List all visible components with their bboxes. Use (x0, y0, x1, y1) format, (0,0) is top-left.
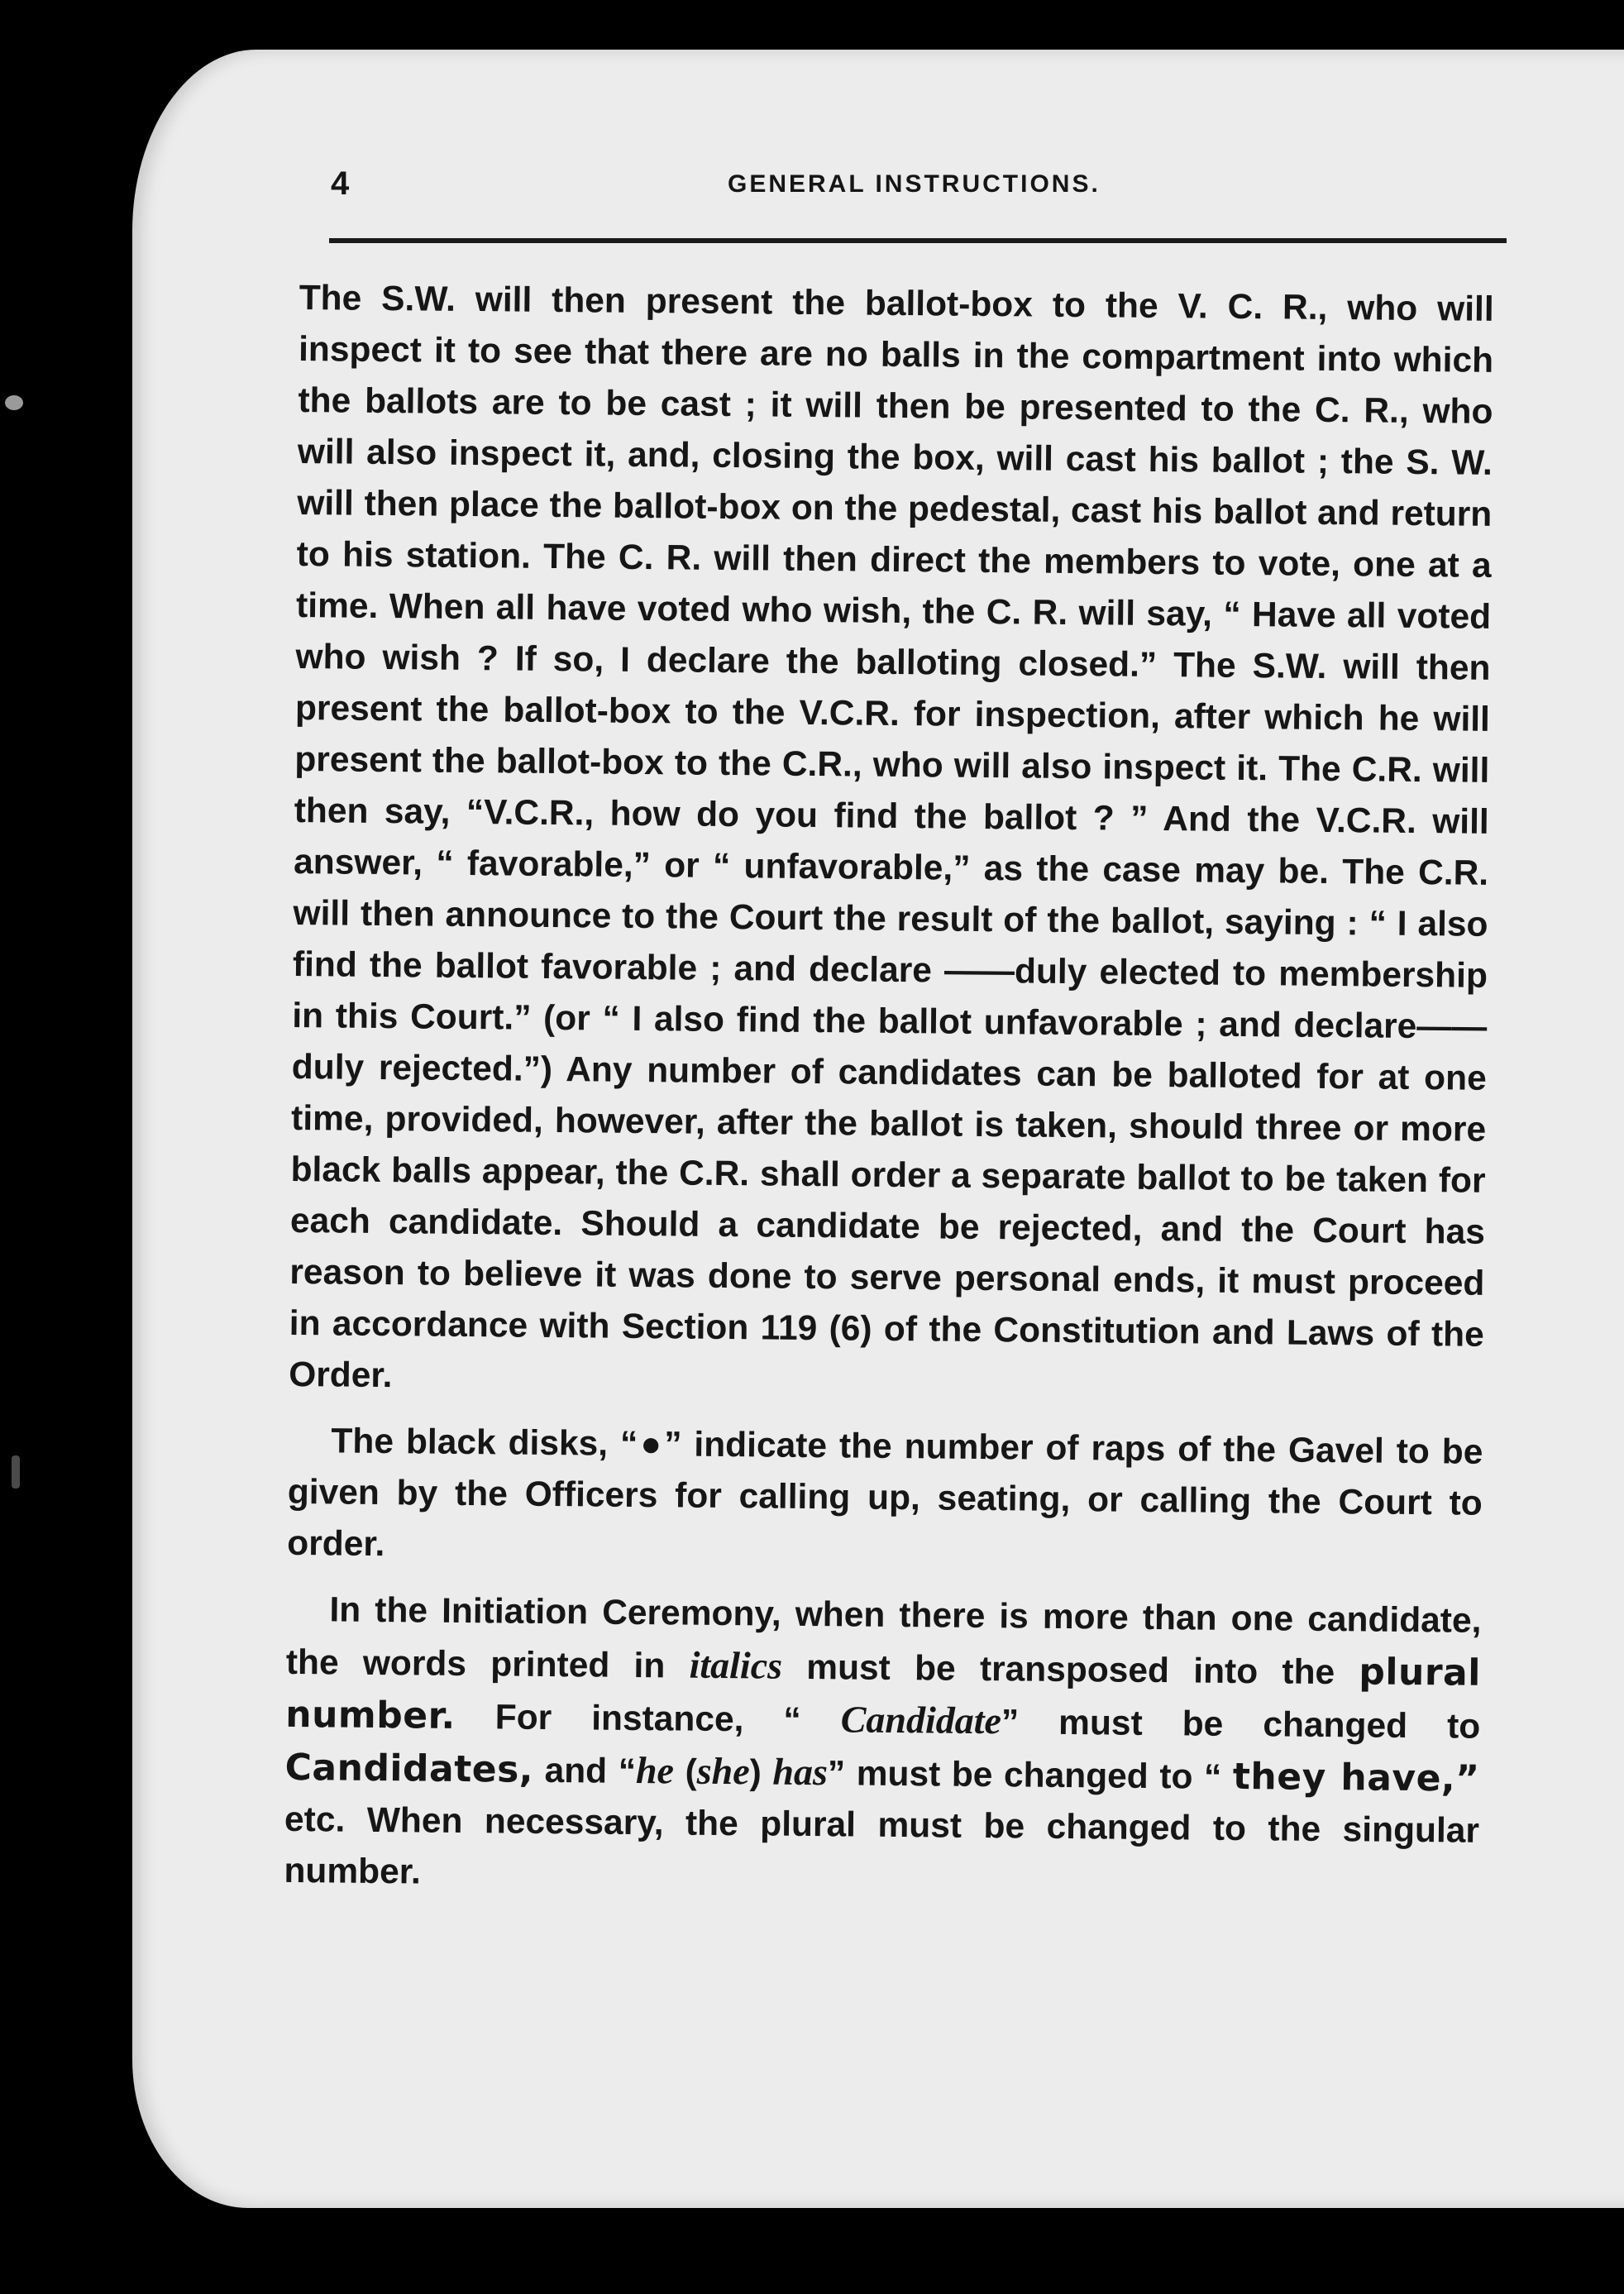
page-header (331, 165, 1505, 215)
header-rule (329, 238, 1507, 243)
italic-word: he (635, 1748, 675, 1792)
paragraph-balloting: The S.W. will then present the ballot-box to the V. C. R., who will inspect it to see that there are no balls in the compartment into which the ballots are to be cast ; it will then be presented to the C. R., who will also inspect it, and, closing the box, will cast his ballot ; the S. W. will then place the ballot-box on the pedestal, cast his ballot and return to his station. The C. R. will then direct the members to vote, one at a time. When all have voted who wish, the C. R. will say, “ Have all voted who wish ? If so, I declare the balloting closed.” The S.W. will then present the ballot-box to the V.C.R. for inspection, after which he will present the ballot-box to the C.R., who will also inspect it. The C.R. will then say, “V.C.R., how do you find the ballot ? ” And the V.C.R. will answer, “ favorable,” or “ unfavorable,” as the case may be. The C.R. will then announce to the Court the result of the ballot, saying : “ I also find the ballot favorable ; and declare ——duly elected to membership in this Court.” (or “ I also find the ballot unfavorable ; and declare——duly rejected.”) Any number of candidates can be balloted for at one time, provided, however, after the ballot is taken, should three or more black balls appear, the C.R. shall order a separate ballot to be taken for each candidate. Should a candidate be rejected, and the Court has reason to believe it was done to serve personal ends, it must proceed in accordance with Section 119 (6) of the Constitution and Laws of the Order. (288, 278, 1494, 1396)
text-run: ” must be changed to (1001, 1703, 1481, 1747)
text-run: must be transposed into the (781, 1647, 1359, 1693)
margin-mark (5, 395, 23, 410)
heavy-word: plural number. (285, 1651, 1482, 1737)
paragraph-plural (284, 1584, 1482, 1909)
italic-word: Candidate (840, 1698, 1002, 1742)
italic-word: italics (689, 1643, 783, 1687)
page-number: 4 (331, 165, 350, 202)
text-run: In the Initiation Ceremony, when there is more than one candidate, the words printed in (285, 1590, 1482, 1686)
text-run: etc. When necessary, the plural must be changed to the singular number. (284, 1799, 1480, 1892)
text-run: For instance, “ (455, 1697, 841, 1741)
heavy-word: they have,” (1232, 1755, 1480, 1800)
italic-word: she (696, 1749, 750, 1793)
italic-word: has (772, 1750, 829, 1794)
text-run: ) (749, 1753, 773, 1793)
paragraph-black-disks: The black disks, “●” indicate the number of raps of the Gavel to be given by the Officers for calling up, seating, or calling the Court to order. (287, 1422, 1483, 1565)
text-run: ” must be changed to “ (827, 1754, 1234, 1797)
running-head: GENERAL INSTRUCTIONS. (728, 170, 1101, 198)
page-body (284, 273, 1494, 1909)
text-run: and “ (533, 1751, 637, 1791)
heavy-word: Candidates, (284, 1746, 534, 1791)
margin-mark (12, 1455, 20, 1489)
text-run: ( (673, 1752, 697, 1792)
